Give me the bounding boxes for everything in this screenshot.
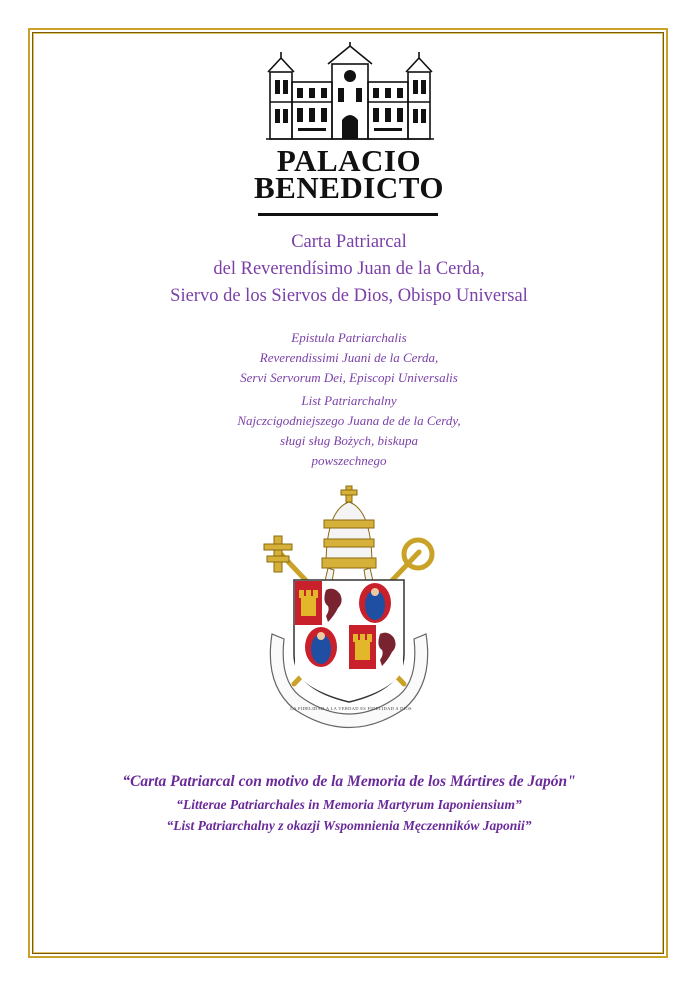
latin-line-1: Epistula Patriarchalis <box>291 330 407 345</box>
title-line-3: Siervo de los Siervos de Dios, Obispo Universal <box>170 286 528 306</box>
polish-line-4: powszechnego <box>311 453 387 468</box>
coat-motto: LA FIDELIDAD A LA VERDAD ES FIDELIDAD A DIOS <box>290 706 412 711</box>
latin-line-2: Reverendissimi Juani de la Cerda, <box>259 350 439 365</box>
coat-of-arms-icon <box>254 484 444 740</box>
palace-logo-icon <box>262 42 438 142</box>
subject-latin: “Litterae Patriarchales in Memoria Martyrum Iaponiensium” <box>176 797 522 812</box>
subject-polish: “List Patriarchalny z okazji Wspomnienia Męczenników Japonii” <box>166 818 532 833</box>
polish-line-1: List Patriarchalny <box>301 393 397 408</box>
subject-spanish: “Carta Patriarcal con motivo de la Memoria de los Mártires de Japón" <box>122 773 576 790</box>
polish-line-3: sługi sług Bożych, biskupa <box>280 433 418 448</box>
polish-line-2: Najczcigodniejszego Juana de de la Cerdy, <box>237 413 461 428</box>
title-line-2: del Reverendísimo Juan de la Cerda, <box>213 259 485 279</box>
brand-line-1: PALACIO <box>276 143 422 178</box>
divider <box>258 213 438 216</box>
latin-line-3: Servi Servorum Dei, Episcopi Universalis <box>240 370 458 385</box>
title-line-1: Carta Patriarcal <box>291 232 407 252</box>
brand-line-2: BENEDICTO <box>254 170 444 205</box>
